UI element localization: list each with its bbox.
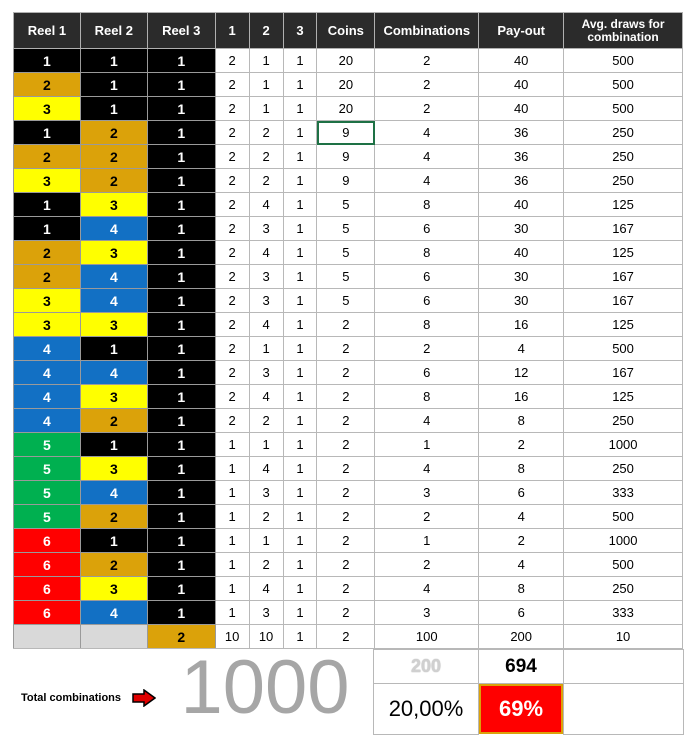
- coins-cell[interactable]: 2: [317, 385, 375, 409]
- table-row: [14, 601, 683, 625]
- count-1-cell[interactable]: 2: [215, 169, 249, 193]
- reel-2-symbol[interactable]: 3: [80, 193, 147, 217]
- reel-2-symbol[interactable]: 1: [80, 433, 147, 457]
- combinations-cell[interactable]: 2: [375, 337, 479, 361]
- reel-1-symbol[interactable]: [14, 625, 81, 649]
- reel-2-symbol[interactable]: [80, 625, 147, 649]
- count-2-cell[interactable]: 2: [249, 145, 283, 169]
- paytable: [13, 12, 683, 649]
- count-2-cell[interactable]: 1: [249, 433, 283, 457]
- avg-draws-cell[interactable]: 500: [564, 49, 683, 73]
- avg-draws-cell[interactable]: 500: [564, 97, 683, 121]
- coins-cell[interactable]: 2: [317, 313, 375, 337]
- payout-cell[interactable]: 16: [479, 313, 564, 337]
- avg-draws-cell[interactable]: 1000: [564, 433, 683, 457]
- count-3-cell[interactable]: 1: [283, 265, 317, 289]
- avg-draws-cell[interactable]: 250: [564, 409, 683, 433]
- combinations-cell[interactable]: 3: [375, 601, 479, 625]
- reel-2-symbol[interactable]: 3: [80, 241, 147, 265]
- reel-3-symbol[interactable]: 1: [147, 121, 215, 145]
- count-3-cell[interactable]: 1: [283, 145, 317, 169]
- reel-1-symbol[interactable]: 2: [14, 73, 81, 97]
- payout-cell[interactable]: 6: [479, 481, 564, 505]
- payout-cell[interactable]: 8: [479, 457, 564, 481]
- reel-3-symbol[interactable]: 1: [147, 433, 215, 457]
- header-reel-1[interactable]: Reel 1: [14, 13, 81, 49]
- count-2-cell[interactable]: 1: [249, 97, 283, 121]
- reel-3-symbol[interactable]: 1: [147, 217, 215, 241]
- reel-2-symbol[interactable]: 4: [80, 289, 147, 313]
- count-2-cell[interactable]: 1: [249, 49, 283, 73]
- payout-cell[interactable]: 6: [479, 601, 564, 625]
- reel-3-symbol[interactable]: 1: [147, 553, 215, 577]
- reel-1-symbol[interactable]: 4: [14, 385, 81, 409]
- reel-2-symbol[interactable]: 1: [80, 49, 147, 73]
- table-row: [14, 289, 683, 313]
- count-1-cell[interactable]: 2: [215, 97, 249, 121]
- payout-cell[interactable]: 8: [479, 409, 564, 433]
- combinations-cell[interactable]: 6: [375, 217, 479, 241]
- reel-2-symbol[interactable]: 1: [80, 97, 147, 121]
- total-combinations-label: Total combinations: [21, 692, 122, 704]
- count-1-cell[interactable]: 10: [215, 625, 249, 649]
- count-1-cell[interactable]: 2: [215, 289, 249, 313]
- empty-cell[interactable]: [563, 649, 684, 684]
- reel-3-symbol[interactable]: 1: [147, 49, 215, 73]
- reel-1-symbol[interactable]: 3: [14, 313, 81, 337]
- count-3-cell[interactable]: 1: [283, 121, 317, 145]
- avg-draws-cell[interactable]: 500: [564, 73, 683, 97]
- combinations-cell[interactable]: 1: [375, 529, 479, 553]
- header-count-2[interactable]: 2: [249, 13, 283, 49]
- payout-cell[interactable]: 36: [479, 169, 564, 193]
- coins-cell[interactable]: 9: [317, 169, 375, 193]
- count-3-cell[interactable]: 1: [283, 361, 317, 385]
- count-3-cell[interactable]: 1: [283, 577, 317, 601]
- table-row: [14, 337, 683, 361]
- combinations-cell[interactable]: 1: [375, 433, 479, 457]
- reel-1-symbol[interactable]: 1: [14, 121, 81, 145]
- table-row: [14, 553, 683, 577]
- payout-cell[interactable]: 4: [479, 337, 564, 361]
- reel-3-symbol[interactable]: 1: [147, 481, 215, 505]
- payout-cell[interactable]: 200: [479, 625, 564, 649]
- reel-1-symbol[interactable]: 5: [14, 505, 81, 529]
- header-count-1[interactable]: 1: [215, 13, 249, 49]
- avg-draws-cell[interactable]: 1000: [564, 529, 683, 553]
- reel-2-symbol[interactable]: 3: [80, 385, 147, 409]
- count-1-cell[interactable]: 2: [215, 193, 249, 217]
- combinations-cell[interactable]: 4: [375, 145, 479, 169]
- reel-1-symbol[interactable]: 3: [14, 289, 81, 313]
- count-1-cell[interactable]: 2: [215, 145, 249, 169]
- coins-cell[interactable]: 5: [317, 265, 375, 289]
- count-2-cell[interactable]: 1: [249, 73, 283, 97]
- reel-2-symbol[interactable]: 2: [80, 121, 147, 145]
- coins-cell[interactable]: 2: [317, 625, 375, 649]
- count-2-cell[interactable]: 3: [249, 481, 283, 505]
- table-row: [14, 241, 683, 265]
- count-3-cell[interactable]: 1: [283, 529, 317, 553]
- table-row: [14, 97, 683, 121]
- reel-1-symbol[interactable]: 1: [14, 49, 81, 73]
- table-row: [14, 193, 683, 217]
- count-3-cell[interactable]: 1: [283, 601, 317, 625]
- table-row: [14, 481, 683, 505]
- count-1-cell[interactable]: 1: [215, 481, 249, 505]
- table-row: [14, 529, 683, 553]
- avg-draws-cell[interactable]: 125: [564, 313, 683, 337]
- reel-1-symbol[interactable]: 6: [14, 553, 81, 577]
- header-combinations[interactable]: Combinations: [375, 13, 479, 49]
- payout-cell[interactable]: 40: [479, 73, 564, 97]
- table-row: [14, 457, 683, 481]
- count-2-cell[interactable]: 3: [249, 217, 283, 241]
- sum-payout-cell[interactable]: 694: [478, 649, 564, 684]
- reel-3-symbol[interactable]: 1: [147, 289, 215, 313]
- reel-3-symbol[interactable]: 2: [147, 625, 215, 649]
- table-row: [14, 169, 683, 193]
- header-row: [14, 13, 683, 49]
- combinations-cell[interactable]: 6: [375, 289, 479, 313]
- count-1-cell[interactable]: 2: [215, 313, 249, 337]
- combinations-cell[interactable]: 3: [375, 481, 479, 505]
- combinations-cell[interactable]: 2: [375, 73, 479, 97]
- count-2-cell[interactable]: 3: [249, 361, 283, 385]
- reel-3-symbol[interactable]: 1: [147, 145, 215, 169]
- payout-cell[interactable]: 16: [479, 385, 564, 409]
- reel-2-symbol[interactable]: 2: [80, 145, 147, 169]
- avg-draws-cell[interactable]: 333: [564, 601, 683, 625]
- count-1-cell[interactable]: 2: [215, 121, 249, 145]
- table-row: [14, 577, 683, 601]
- count-3-cell[interactable]: 1: [283, 49, 317, 73]
- empty-cell[interactable]: [563, 683, 684, 735]
- coins-cell[interactable]: 2: [317, 601, 375, 625]
- avg-draws-cell[interactable]: 167: [564, 265, 683, 289]
- reel-2-symbol[interactable]: 4: [80, 601, 147, 625]
- payout-cell[interactable]: 36: [479, 121, 564, 145]
- combinations-cell[interactable]: 4: [375, 409, 479, 433]
- count-1-cell[interactable]: 1: [215, 433, 249, 457]
- count-3-cell[interactable]: 1: [283, 625, 317, 649]
- reel-1-symbol[interactable]: 1: [14, 193, 81, 217]
- coins-cell[interactable]: 2: [317, 361, 375, 385]
- coins-cell[interactable]: 2: [317, 337, 375, 361]
- reel-2-symbol[interactable]: 2: [80, 409, 147, 433]
- reel-1-symbol[interactable]: 4: [14, 337, 81, 361]
- avg-draws-cell[interactable]: 250: [564, 169, 683, 193]
- arrow-right-icon: [132, 689, 156, 712]
- count-3-cell[interactable]: 1: [283, 553, 317, 577]
- count-2-cell[interactable]: 4: [249, 313, 283, 337]
- avg-draws-cell[interactable]: 125: [564, 241, 683, 265]
- reel-1-symbol[interactable]: 5: [14, 457, 81, 481]
- payout-cell[interactable]: 2: [479, 433, 564, 457]
- reel-1-symbol[interactable]: 2: [14, 265, 81, 289]
- count-1-cell[interactable]: 2: [215, 217, 249, 241]
- count-3-cell[interactable]: 1: [283, 217, 317, 241]
- combinations-cell[interactable]: 6: [375, 265, 479, 289]
- combinations-cell[interactable]: 8: [375, 385, 479, 409]
- count-2-cell[interactable]: 4: [249, 577, 283, 601]
- count-2-cell[interactable]: 1: [249, 529, 283, 553]
- count-2-cell[interactable]: 2: [249, 121, 283, 145]
- coins-cell[interactable]: 5: [317, 289, 375, 313]
- reel-3-symbol[interactable]: 1: [147, 169, 215, 193]
- payout-cell[interactable]: 30: [479, 265, 564, 289]
- coins-cell[interactable]: 2: [317, 529, 375, 553]
- avg-draws-cell[interactable]: 333: [564, 481, 683, 505]
- coins-cell[interactable]: 2: [317, 433, 375, 457]
- count-3-cell[interactable]: 1: [283, 289, 317, 313]
- avg-draws-cell[interactable]: 250: [564, 577, 683, 601]
- payout-cell[interactable]: 12: [479, 361, 564, 385]
- table-row: [14, 49, 683, 73]
- hit-percentage-cell[interactable]: 20,00%: [373, 683, 479, 735]
- count-2-cell[interactable]: 3: [249, 601, 283, 625]
- count-1-cell[interactable]: 1: [215, 505, 249, 529]
- sum-coins-cell[interactable]: 200: [373, 649, 479, 684]
- coins-cell[interactable]: 2: [317, 409, 375, 433]
- reel-1-symbol[interactable]: 1: [14, 217, 81, 241]
- count-3-cell[interactable]: 1: [283, 457, 317, 481]
- count-3-cell[interactable]: 1: [283, 193, 317, 217]
- coins-cell[interactable]: 2: [317, 553, 375, 577]
- count-1-cell[interactable]: 1: [215, 577, 249, 601]
- count-3-cell[interactable]: 1: [283, 433, 317, 457]
- payout-cell[interactable]: 40: [479, 193, 564, 217]
- total-combinations-value: 1000: [180, 645, 350, 730]
- reel-2-symbol[interactable]: 4: [80, 217, 147, 241]
- reel-1-symbol[interactable]: 5: [14, 433, 81, 457]
- table-row: [14, 217, 683, 241]
- table-row: [14, 313, 683, 337]
- reel-1-symbol[interactable]: 3: [14, 169, 81, 193]
- reel-2-symbol[interactable]: 3: [80, 313, 147, 337]
- combinations-cell[interactable]: 8: [375, 313, 479, 337]
- coins-cell[interactable]: 5: [317, 193, 375, 217]
- count-1-cell[interactable]: 1: [215, 529, 249, 553]
- count-2-cell[interactable]: 1: [249, 337, 283, 361]
- payout-cell[interactable]: 36: [479, 145, 564, 169]
- coins-cell[interactable]: 20: [317, 97, 375, 121]
- count-1-cell[interactable]: 2: [215, 409, 249, 433]
- reel-1-symbol[interactable]: 4: [14, 409, 81, 433]
- count-1-cell[interactable]: 1: [215, 457, 249, 481]
- count-1-cell[interactable]: 1: [215, 553, 249, 577]
- payout-cell[interactable]: 40: [479, 241, 564, 265]
- count-1-cell[interactable]: 2: [215, 265, 249, 289]
- count-1-cell[interactable]: 2: [215, 241, 249, 265]
- payout-cell[interactable]: 4: [479, 505, 564, 529]
- coins-cell[interactable]: 9: [317, 145, 375, 169]
- payout-cell[interactable]: 40: [479, 49, 564, 73]
- count-3-cell[interactable]: 1: [283, 73, 317, 97]
- reel-2-symbol[interactable]: 1: [80, 73, 147, 97]
- header-avg-draws[interactable]: Avg. draws for combination: [564, 13, 683, 49]
- payout-cell[interactable]: 4: [479, 553, 564, 577]
- combinations-cell[interactable]: 2: [375, 49, 479, 73]
- table-row: [14, 145, 683, 169]
- header-payout[interactable]: Pay-out: [479, 13, 564, 49]
- reel-3-symbol[interactable]: 1: [147, 361, 215, 385]
- reel-1-symbol[interactable]: 6: [14, 601, 81, 625]
- table-row: [14, 121, 683, 145]
- avg-draws-cell[interactable]: 500: [564, 505, 683, 529]
- reel-1-symbol[interactable]: 6: [14, 529, 81, 553]
- reel-3-symbol[interactable]: 1: [147, 529, 215, 553]
- combinations-cell[interactable]: 100: [375, 625, 479, 649]
- combinations-cell[interactable]: 2: [375, 97, 479, 121]
- coins-cell[interactable]: 2: [317, 481, 375, 505]
- reel-1-symbol[interactable]: 3: [14, 97, 81, 121]
- avg-draws-cell[interactable]: 167: [564, 361, 683, 385]
- combinations-cell[interactable]: 8: [375, 193, 479, 217]
- count-3-cell[interactable]: 1: [283, 169, 317, 193]
- coins-cell[interactable]: 5: [317, 217, 375, 241]
- count-3-cell[interactable]: 1: [283, 313, 317, 337]
- reel-3-symbol[interactable]: 1: [147, 385, 215, 409]
- reel-2-symbol[interactable]: 2: [80, 553, 147, 577]
- summary-area: [13, 645, 683, 734]
- table-row: [14, 433, 683, 457]
- count-2-cell[interactable]: 10: [249, 625, 283, 649]
- reel-2-symbol[interactable]: 3: [80, 457, 147, 481]
- combinations-cell[interactable]: 4: [375, 457, 479, 481]
- reel-2-symbol[interactable]: 2: [80, 169, 147, 193]
- reel-2-symbol[interactable]: 4: [80, 481, 147, 505]
- count-3-cell[interactable]: 1: [283, 481, 317, 505]
- reel-2-symbol[interactable]: 4: [80, 265, 147, 289]
- reel-2-symbol[interactable]: 3: [80, 577, 147, 601]
- count-3-cell[interactable]: 1: [283, 505, 317, 529]
- table-row: [14, 361, 683, 385]
- coins-cell[interactable]: 20: [317, 49, 375, 73]
- combinations-cell[interactable]: 8: [375, 241, 479, 265]
- count-2-cell[interactable]: 2: [249, 169, 283, 193]
- count-3-cell[interactable]: 1: [283, 241, 317, 265]
- reel-3-symbol[interactable]: 1: [147, 457, 215, 481]
- reel-2-symbol[interactable]: 1: [80, 529, 147, 553]
- reel-2-symbol[interactable]: 1: [80, 337, 147, 361]
- coins-cell[interactable]: 20: [317, 73, 375, 97]
- coins-cell[interactable]: 5: [317, 241, 375, 265]
- avg-draws-cell[interactable]: 125: [564, 193, 683, 217]
- payout-cell[interactable]: 8: [479, 577, 564, 601]
- reel-3-symbol[interactable]: 1: [147, 601, 215, 625]
- reel-3-symbol[interactable]: 1: [147, 73, 215, 97]
- reel-1-symbol[interactable]: 4: [14, 361, 81, 385]
- avg-draws-cell[interactable]: 10: [564, 625, 683, 649]
- reel-3-symbol[interactable]: 1: [147, 193, 215, 217]
- reel-1-symbol[interactable]: 5: [14, 481, 81, 505]
- reel-3-symbol[interactable]: 1: [147, 97, 215, 121]
- table-row: [14, 409, 683, 433]
- payout-cell[interactable]: 30: [479, 289, 564, 313]
- avg-draws-cell[interactable]: 167: [564, 289, 683, 313]
- avg-draws-cell[interactable]: 250: [564, 145, 683, 169]
- count-1-cell[interactable]: 2: [215, 361, 249, 385]
- reel-3-symbol[interactable]: 1: [147, 577, 215, 601]
- combinations-cell[interactable]: 4: [375, 169, 479, 193]
- combinations-cell[interactable]: 4: [375, 121, 479, 145]
- combinations-cell[interactable]: 2: [375, 553, 479, 577]
- avg-draws-cell[interactable]: 500: [564, 337, 683, 361]
- table-row: [14, 265, 683, 289]
- coins-cell[interactable]: 2: [317, 577, 375, 601]
- count-2-cell[interactable]: 3: [249, 289, 283, 313]
- reel-3-symbol[interactable]: 1: [147, 337, 215, 361]
- combinations-cell[interactable]: 2: [375, 505, 479, 529]
- count-2-cell[interactable]: 4: [249, 193, 283, 217]
- count-3-cell[interactable]: 1: [283, 409, 317, 433]
- header-count-3[interactable]: 3: [283, 13, 317, 49]
- count-1-cell[interactable]: 2: [215, 337, 249, 361]
- count-3-cell[interactable]: 1: [283, 97, 317, 121]
- coins-cell[interactable]: 2: [317, 505, 375, 529]
- count-2-cell[interactable]: 4: [249, 457, 283, 481]
- reel-3-symbol[interactable]: 1: [147, 241, 215, 265]
- count-2-cell[interactable]: 4: [249, 241, 283, 265]
- count-1-cell[interactable]: 2: [215, 49, 249, 73]
- reel-1-symbol[interactable]: 2: [14, 241, 81, 265]
- count-2-cell[interactable]: 4: [249, 385, 283, 409]
- header-reel-3[interactable]: Reel 3: [147, 13, 215, 49]
- reel-3-symbol[interactable]: 1: [147, 265, 215, 289]
- count-2-cell[interactable]: 2: [249, 505, 283, 529]
- count-2-cell[interactable]: 2: [249, 553, 283, 577]
- reel-3-symbol[interactable]: 1: [147, 505, 215, 529]
- table-row: [14, 73, 683, 97]
- reel-2-symbol[interactable]: 4: [80, 361, 147, 385]
- avg-draws-cell[interactable]: 250: [564, 121, 683, 145]
- payout-cell[interactable]: 2: [479, 529, 564, 553]
- header-reel-2[interactable]: Reel 2: [80, 13, 147, 49]
- count-2-cell[interactable]: 2: [249, 409, 283, 433]
- coins-cell[interactable]: 2: [317, 457, 375, 481]
- reel-1-symbol[interactable]: 6: [14, 577, 81, 601]
- reel-1-symbol[interactable]: 2: [14, 145, 81, 169]
- count-3-cell[interactable]: 1: [283, 337, 317, 361]
- avg-draws-cell[interactable]: 167: [564, 217, 683, 241]
- count-1-cell[interactable]: 1: [215, 601, 249, 625]
- payout-cell[interactable]: 30: [479, 217, 564, 241]
- count-1-cell[interactable]: 2: [215, 73, 249, 97]
- reel-3-symbol[interactable]: 1: [147, 313, 215, 337]
- count-2-cell[interactable]: 3: [249, 265, 283, 289]
- reel-2-symbol[interactable]: 2: [80, 505, 147, 529]
- avg-draws-cell[interactable]: 250: [564, 457, 683, 481]
- table-row: [14, 385, 683, 409]
- avg-draws-cell[interactable]: 500: [564, 553, 683, 577]
- combinations-cell[interactable]: 6: [375, 361, 479, 385]
- combinations-cell[interactable]: 4: [375, 577, 479, 601]
- payout-percentage-cell[interactable]: 69%: [479, 684, 563, 734]
- table-row: [14, 505, 683, 529]
- reel-3-symbol[interactable]: 1: [147, 409, 215, 433]
- count-1-cell[interactable]: 2: [215, 385, 249, 409]
- avg-draws-cell[interactable]: 125: [564, 385, 683, 409]
- coins-cell[interactable]: 9: [317, 121, 375, 145]
- spreadsheet: [13, 12, 683, 733]
- header-coins[interactable]: Coins: [317, 13, 375, 49]
- payout-cell[interactable]: 40: [479, 97, 564, 121]
- count-3-cell[interactable]: 1: [283, 385, 317, 409]
